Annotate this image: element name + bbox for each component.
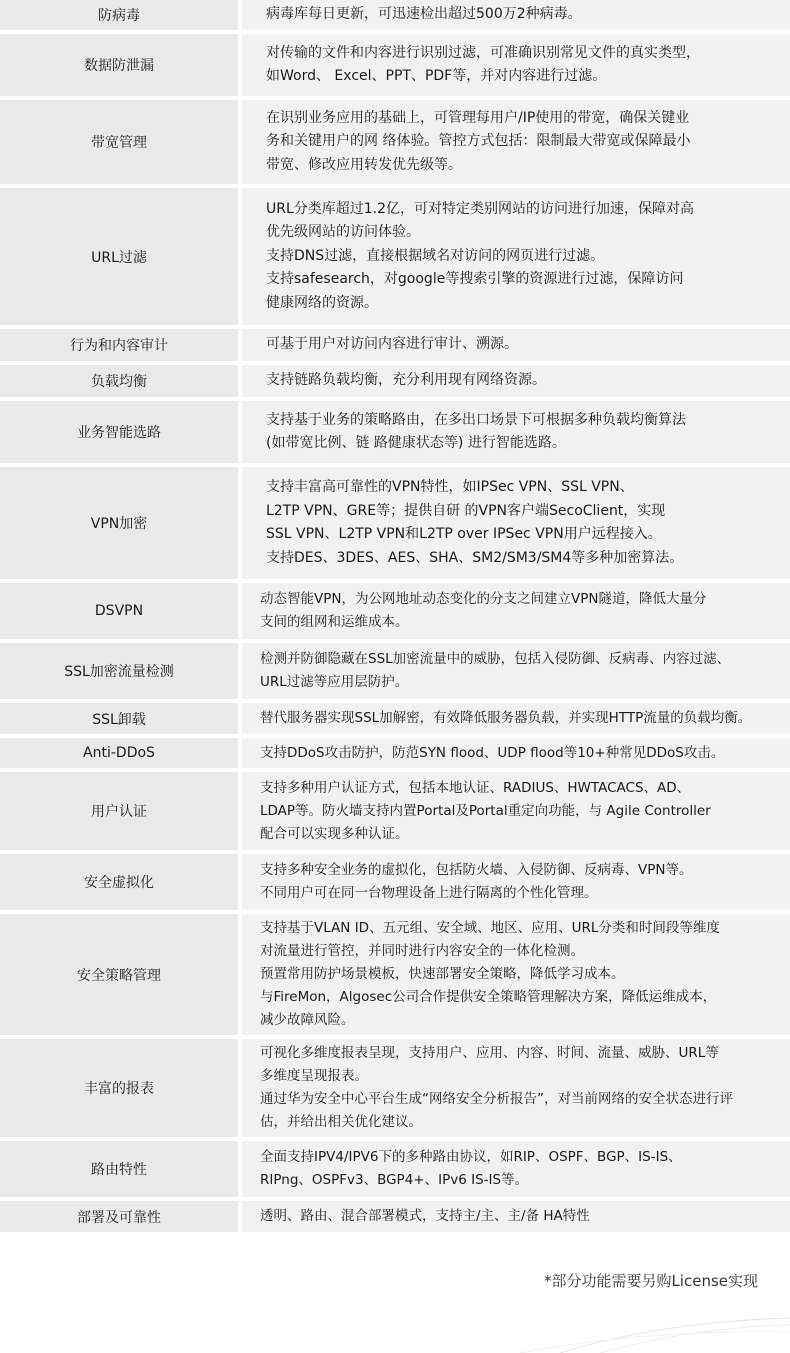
feature-row <box>0 188 790 325</box>
feature-description: 支持链路负载均衡，充分利用现有网络资源。 <box>242 365 790 397</box>
feature-row <box>0 583 790 639</box>
feature-name: 业务智能选路 <box>0 401 238 463</box>
feature-row <box>0 1141 790 1197</box>
feature-name: 路由特性 <box>0 1141 238 1197</box>
feature-row <box>0 738 790 768</box>
decorative-swoosh <box>0 1310 790 1353</box>
feature-name: 安全虚拟化 <box>0 854 238 910</box>
feature-name: 行为和内容审计 <box>0 329 238 361</box>
feature-row <box>0 854 790 910</box>
feature-name: SSL加密流量检测 <box>0 643 238 699</box>
feature-description: 病毒库每日更新，可迅速检出超过500万2种病毒。 <box>242 0 790 30</box>
feature-description: 支持基于VLAN ID、五元组、安全域、地区、应用、URL分类和时间段等维度 对流量进行管控，并同时进行内容安全的一体化检测。 预置常用防护场景模板，快速部署安全策略，降低学习成本。 与FireMon，Algosec公司合作提供安全策略管理解决方案，降低运维成本， 减少故障风险。 <box>242 914 790 1035</box>
feature-name: 负载均衡 <box>0 365 238 397</box>
feature-description: 替代服务器实现SSL加解密，有效降低服务器负载，并实现HTTP流量的负载均衡。 <box>242 703 790 734</box>
feature-description: 支持多种安全业务的虚拟化，包括防火墙、入侵防御、反病毒、VPN等。 不同用户可在同一台物理设备上进行隔离的个性化管理。 <box>242 854 790 910</box>
feature-description: 支持丰富高可靠性的VPN特性，如IPSec VPN、SSL VPN、 L2TP VPN、GRE等；提供自研 的VPN客户端SecoClient，实现 SSL VPN、L2TP VPN和L2TP over IPSec VPN用户远程接入。 支持DES、3DES、AES、SHA、SM2/SM3/SM4等多种加密算法。 <box>242 467 790 579</box>
feature-name: 数据防泄漏 <box>0 34 238 96</box>
feature-description: URL分类库超过1.2亿，可对特定类别网站的访问进行加速，保障对高 优先级网站的访问体验。 支持DNS过滤，直接根据域名对访问的网页进行过滤。 支持safesearch，对google等搜索引擎的资源进行过滤，保障访问 健康网络的资源。 <box>242 188 790 325</box>
feature-row <box>0 1039 790 1137</box>
feature-name: 部署及可靠性 <box>0 1201 238 1232</box>
feature-name: 防病毒 <box>0 0 238 30</box>
feature-row <box>0 914 790 1035</box>
feature-description: 可基于用户对访问内容进行审计、溯源。 <box>242 329 790 361</box>
feature-row <box>0 703 790 734</box>
feature-row <box>0 401 790 463</box>
feature-description: 支持多种用户认证方式，包括本地认证、RADIUS、HWTACACS、AD、 LDAP等。防火墙支持内置Portal及Portal重定向功能，与 Agile Controller 配合可以实现多种认证。 <box>242 772 790 850</box>
feature-row <box>0 467 790 579</box>
feature-name: SSL卸载 <box>0 703 238 734</box>
license-footnote: *部分功能需要另购License实现 <box>543 1272 758 1290</box>
feature-row <box>0 100 790 184</box>
feature-name: Anti-DDoS <box>0 738 238 768</box>
feature-name: URL过滤 <box>0 188 238 325</box>
feature-description: 全面支持IPV4/IPV6下的多种路由协议，如RIP、OSPF、BGP、IS-IS、 RIPng、OSPFv3、BGP4+、IPv6 IS-IS等。 <box>242 1141 790 1197</box>
feature-description: 动态智能VPN，为公网地址动态变化的分支之间建立VPN隧道，降低大量分 支间的组网和运维成本。 <box>242 583 790 639</box>
feature-description: 在识别业务应用的基础上，可管理每用户/IP使用的带宽，确保关键业 务和关键用户的网 络体验。管控方式包括：限制最大带宽或保障最小 带宽、修改应用转发优先级等。 <box>242 100 790 184</box>
feature-name: 带宽管理 <box>0 100 238 184</box>
feature-description: 支持基于业务的策略路由，在多出口场景下可根据多种负载均衡算法 (如带宽比例、链 路健康状态等) 进行智能选路。 <box>242 401 790 463</box>
feature-name: 用户认证 <box>0 772 238 850</box>
feature-row <box>0 0 790 30</box>
feature-name: DSVPN <box>0 583 238 639</box>
feature-name: 丰富的报表 <box>0 1039 238 1137</box>
feature-description: 可视化多维度报表呈现，支持用户、应用、内容、时间、流量、威胁、URL等 多维度呈现报表。 通过华为安全中心平台生成“网络安全分析报告”，对当前网络的安全状态进行评 估，并给出相关优化建议。 <box>242 1039 790 1137</box>
feature-row <box>0 34 790 96</box>
feature-row <box>0 365 790 397</box>
feature-name: 安全策略管理 <box>0 914 238 1035</box>
feature-row <box>0 1201 790 1232</box>
feature-row <box>0 772 790 850</box>
feature-description: 检测并防御隐藏在SSL加密流量中的威胁，包括入侵防御、反病毒、内容过滤、 URL过滤等应用层防护。 <box>242 643 790 699</box>
feature-row <box>0 643 790 699</box>
feature-row <box>0 329 790 361</box>
feature-description: 支持DDoS攻击防护，防范SYN flood、UDP flood等10+种常见DDoS攻击。 <box>242 738 790 768</box>
feature-description: 透明、路由、混合部署模式，支持主/主、主/备 HA特性 <box>242 1201 790 1232</box>
feature-description: 对传输的文件和内容进行识别过滤，可准确识别常见文件的真实类型， 如Word、 Excel、PPT、PDF等，并对内容进行过滤。 <box>242 34 790 96</box>
feature-name: VPN加密 <box>0 467 238 579</box>
